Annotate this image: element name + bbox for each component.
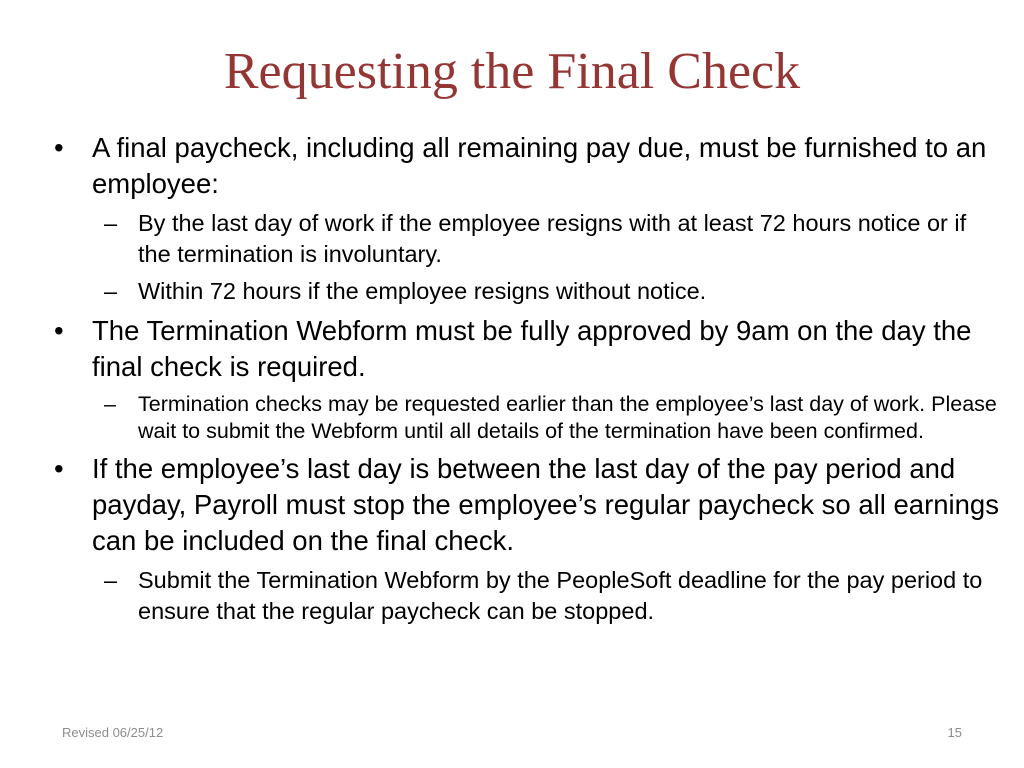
sub-bullet-text: Within 72 hours if the employee resigns without notice. <box>138 278 707 304</box>
sub-bullet-marker: – <box>104 567 118 593</box>
slide-title: Requesting the Final Check <box>223 43 801 100</box>
bullet-item <box>54 130 1004 202</box>
sub-bullet-text: Termination checks may be requested earlier than the employee’s last day of work. Please wait to submit the Webform until all details of the termination have been confirmed. <box>138 392 997 443</box>
sub-bullet-marker: – <box>104 210 118 236</box>
sub-bullet-item <box>104 276 1004 307</box>
sub-bullet-marker: – <box>104 278 118 304</box>
bullet-marker: • <box>54 453 64 484</box>
sub-bullet-item <box>104 565 1004 627</box>
page-number: 15 <box>947 725 962 740</box>
sub-bullet-marker: – <box>104 392 116 416</box>
bullet-text: The Termination Webform must be fully approved by 9am on the day the final check is required. <box>92 315 972 382</box>
bullet-text: A final paycheck, including all remaining pay due, must be furnished to an employee: <box>92 132 987 199</box>
bullet-marker: • <box>54 132 64 163</box>
sub-bullet-text: By the last day of work if the employee resigns with at least 72 hours notice or if the termination is involuntary. <box>138 210 967 267</box>
sub-bullet-item <box>104 208 1004 270</box>
bullet-marker: • <box>54 315 64 346</box>
slide-content <box>54 130 1004 633</box>
bullet-item <box>54 451 1004 559</box>
bullet-item <box>54 313 1004 385</box>
sub-bullet-item <box>104 391 1004 445</box>
sub-bullet-text: Submit the Termination Webform by the PeopleSoft deadline for the pay period to ensure that the regular paycheck can be stopped. <box>138 567 983 624</box>
bullet-text: If the employee’s last day is between the last day of the pay period and payday, Payroll must stop the employee’s regular paycheck so all earnings can be included on the final check. <box>92 453 999 556</box>
revision-date: Revised 06/25/12 <box>62 725 164 740</box>
